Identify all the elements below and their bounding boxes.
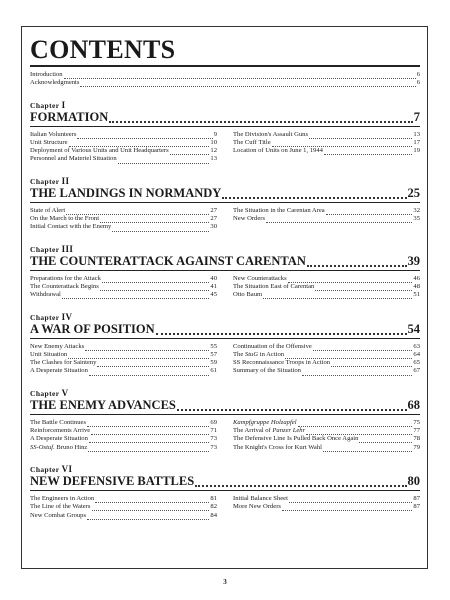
entry-title: Introduction [30, 71, 63, 78]
toc-entry[interactable] [30, 79, 420, 87]
chapter-title[interactable] [30, 254, 420, 271]
entry-title: The Cuff Title [233, 138, 271, 146]
entry-title: State of Alert [30, 206, 66, 214]
toc-entry[interactable] [30, 427, 217, 435]
entry-title: Initial Contact with the Enemy [30, 223, 112, 231]
dot-leader [62, 293, 210, 299]
entry-title: Italian Volunteers [30, 130, 77, 138]
toc-entry[interactable] [30, 291, 217, 299]
entry-title: The Defensive Line Is Pulled Back Once Again [233, 435, 359, 443]
section-columns [30, 495, 420, 520]
chapter-label [30, 101, 420, 110]
toc-entry[interactable] [233, 343, 420, 351]
entry-page: 78 [413, 435, 420, 443]
toc-entry[interactable] [233, 427, 420, 435]
left-column [30, 495, 217, 520]
chapter-section [30, 313, 420, 376]
entry-page: 19 [413, 147, 420, 155]
entry-title: Reinforcements Arrive [30, 427, 91, 435]
section-columns [30, 343, 420, 376]
dot-leader [272, 141, 413, 147]
dot-leader [177, 402, 407, 411]
entry-page: 61 [210, 367, 217, 375]
dot-leader [112, 226, 209, 232]
toc-entry[interactable] [30, 503, 217, 511]
toc-entry[interactable] [30, 343, 217, 351]
entry-page: 9 [213, 130, 217, 138]
entry-title: Acknowledgments [30, 79, 80, 87]
toc-entry[interactable] [30, 444, 217, 452]
toc-entry[interactable] [30, 359, 217, 367]
chapter-word: Chapter [30, 176, 60, 186]
entry-page: 63 [413, 342, 420, 350]
dot-leader [326, 209, 413, 215]
entry-title: New Orders [233, 215, 266, 223]
toc-entry[interactable] [233, 147, 420, 155]
toc-entry[interactable] [30, 351, 217, 359]
entry-title: The Situation in the Carentan Area [233, 206, 325, 214]
dot-leader [359, 437, 412, 443]
entry-page: 10 [210, 138, 217, 146]
dot-leader [324, 149, 412, 155]
entry-title: The StuG in Action [233, 350, 285, 358]
entry-title: Continuation of the Offensive [233, 342, 312, 350]
entry-page: 27 [210, 206, 217, 214]
dot-leader [331, 361, 412, 367]
entry-page: 73 [210, 435, 217, 443]
entry-page: 30 [210, 223, 217, 231]
dot-leader [288, 277, 413, 283]
toc-entry[interactable] [233, 359, 420, 367]
entry-title: Unit Situation [30, 350, 68, 358]
entry-page: 71 [210, 427, 217, 435]
chapter-number: VI [61, 463, 73, 474]
chapter-number: I [61, 99, 66, 110]
dot-leader [313, 345, 413, 351]
toc-entry[interactable] [233, 215, 420, 223]
toc-entry[interactable] [233, 275, 420, 283]
dot-leader [66, 209, 209, 215]
toc-entry[interactable] [233, 131, 420, 139]
entry-page: 82 [210, 503, 217, 511]
entry-page: 69 [210, 418, 217, 426]
dot-leader [64, 73, 416, 79]
dot-leader [97, 361, 209, 367]
entry-title: The Knight's Cross for Kurt Wahl [233, 443, 322, 451]
chapter-page: 25 [407, 185, 420, 200]
entry-page: 79 [413, 443, 420, 451]
entry-page: 6 [416, 71, 420, 78]
chapter-word: Chapter [30, 244, 60, 254]
contents-page [30, 36, 420, 520]
toc-entry[interactable] [30, 419, 217, 427]
right-column [233, 419, 420, 452]
entry-page: 75 [413, 418, 420, 426]
entry-title: The Division's Assault Guns [233, 130, 309, 138]
entry-title: Unit Structure [30, 138, 68, 146]
dot-leader [89, 437, 210, 443]
dot-leader [156, 326, 407, 335]
dot-leader [306, 429, 412, 435]
chapter-number: III [61, 243, 74, 254]
toc-entry[interactable] [233, 503, 420, 511]
chapter-page: 39 [407, 253, 420, 268]
entry-title: The Battle Continues [30, 418, 87, 426]
entry-page: 59 [210, 359, 217, 367]
left-column [30, 343, 217, 376]
toc-entry[interactable] [30, 495, 217, 503]
toc-entry[interactable] [233, 139, 420, 147]
section-columns [30, 207, 420, 232]
chapter-page: 68 [407, 397, 420, 412]
toc-entry[interactable] [233, 495, 420, 503]
section-columns [30, 275, 420, 300]
dot-leader [88, 446, 209, 452]
entry-page: 77 [413, 427, 420, 435]
entry-title: The Engineers in Action [30, 494, 95, 502]
chapter-title-text: FORMATION [30, 109, 109, 124]
entry-title: Kampfgruppe Holzapfel [233, 418, 297, 426]
dot-leader [222, 190, 406, 199]
entry-page: 12 [210, 147, 217, 155]
dot-leader [309, 133, 412, 139]
chapter-number: II [61, 175, 70, 186]
entry-title: The Arrival of Panzer Lehr [233, 427, 306, 435]
chapter-number: V [61, 387, 69, 398]
entry-title: New Combat Groups [30, 511, 87, 519]
front-matter-list [30, 71, 420, 88]
toc-entry[interactable] [30, 71, 420, 79]
toc-entry[interactable] [30, 215, 217, 223]
left-column [30, 275, 217, 300]
entry-title: Withdrawal [30, 291, 61, 299]
dot-leader [307, 258, 407, 267]
dot-leader [289, 497, 412, 503]
chapter-title-text: THE LANDINGS IN NORMANDY [30, 185, 222, 200]
chapter-label [30, 389, 420, 398]
entry-page: 81 [210, 494, 217, 502]
entry-page: 41 [210, 282, 217, 290]
dot-leader [195, 478, 406, 487]
entry-title: SS-Ostuf. Bruno Hinz [30, 443, 88, 451]
chapter-title[interactable] [30, 398, 420, 415]
chapter-title-text: NEW DEFENSIVE BATTLES [30, 473, 195, 488]
toc-entry[interactable] [233, 435, 420, 443]
entry-page: 46 [413, 274, 420, 282]
dot-leader [85, 345, 209, 351]
left-column [30, 207, 217, 232]
dot-leader [80, 81, 415, 87]
entry-title: The Situation East of Carentan [233, 282, 315, 290]
dot-leader [95, 497, 209, 503]
entry-page: 55 [210, 342, 217, 350]
entry-page: 67 [413, 367, 420, 375]
dot-leader [266, 217, 412, 223]
chapter-label [30, 313, 420, 322]
section-columns [30, 131, 420, 164]
toc-entry[interactable] [30, 155, 217, 163]
toc-entry[interactable] [233, 283, 420, 291]
dot-leader [285, 353, 412, 359]
entry-page: 84 [210, 511, 217, 519]
entry-title: More New Orders [233, 503, 281, 511]
entry-title: A Desperate Situation [30, 435, 88, 443]
entry-page: 48 [413, 282, 420, 290]
chapter-title-text: THE ENEMY ADVANCES [30, 397, 176, 412]
chapter-section [30, 177, 420, 232]
entry-title: The Line of the Waters [30, 503, 91, 511]
toc-entry[interactable] [30, 367, 217, 375]
entry-title: New Counterattacks [233, 274, 287, 282]
toc-entry[interactable] [233, 419, 420, 427]
entry-title: Personnel and Materiel Situation [30, 155, 117, 163]
dot-leader [69, 141, 210, 147]
right-column [233, 207, 420, 232]
entry-title: SS Reconnaissance Troops in Action [233, 359, 331, 367]
chapter-label [30, 465, 420, 474]
entry-page: 32 [413, 206, 420, 214]
page-number: 3 [223, 578, 227, 586]
toc-entry[interactable] [233, 291, 420, 299]
entry-title: Deployment of Various Units and Unit Headquarters [30, 147, 169, 155]
dot-leader [170, 149, 210, 155]
chapter-word: Chapter [30, 388, 60, 398]
entry-title: A Desperate Situation [30, 367, 88, 375]
entry-page: 13 [413, 130, 420, 138]
chapter-page: 7 [413, 109, 420, 124]
dot-leader [100, 217, 209, 223]
chapter-section [30, 389, 420, 452]
chapter-page: 80 [407, 473, 420, 488]
dot-leader [282, 505, 412, 511]
entry-page: 65 [413, 359, 420, 367]
chapter-word: Chapter [30, 312, 60, 322]
chapter-section [30, 101, 420, 164]
entry-page: 64 [413, 350, 420, 358]
dot-leader [302, 370, 412, 376]
toc-entry[interactable] [30, 131, 217, 139]
chapter-title[interactable] [30, 110, 420, 127]
toc-entry[interactable] [30, 512, 217, 520]
entry-page: 87 [413, 494, 420, 502]
toc-entry[interactable] [30, 223, 217, 231]
entry-title: New Enemy Attacks [30, 342, 85, 350]
entry-title: The Clashes for Sainteny [30, 359, 97, 367]
dot-leader [323, 446, 412, 452]
dot-leader [118, 158, 210, 164]
toc-entry[interactable] [233, 367, 420, 375]
entry-page: 57 [210, 350, 217, 358]
dot-leader [102, 277, 210, 283]
dot-leader [298, 421, 413, 427]
right-column [233, 275, 420, 300]
toc-entry[interactable] [30, 147, 217, 155]
toc-entry[interactable] [30, 275, 217, 283]
chapter-number: IV [61, 311, 73, 322]
toc-entry[interactable] [233, 444, 420, 452]
entry-page: 27 [210, 215, 217, 223]
dot-leader [77, 133, 212, 139]
dot-leader [109, 114, 413, 123]
chapter-section [30, 465, 420, 520]
entry-title: Initial Balance Sheet [233, 494, 288, 502]
toc-entry[interactable] [30, 283, 217, 291]
toc-entry[interactable] [233, 351, 420, 359]
entry-page: 87 [413, 503, 420, 511]
dot-leader [92, 505, 210, 511]
toc-entry[interactable] [30, 435, 217, 443]
entry-page: 17 [413, 138, 420, 146]
chapter-page: 54 [407, 321, 420, 336]
chapter-title[interactable] [30, 186, 420, 203]
right-column [233, 343, 420, 376]
toc-entry[interactable] [30, 139, 217, 147]
entry-title: On the March to the Front [30, 215, 100, 223]
chapter-word: Chapter [30, 100, 60, 110]
left-column [30, 419, 217, 452]
dot-leader [263, 293, 412, 299]
dot-leader [315, 285, 412, 291]
dot-leader [91, 429, 209, 435]
chapter-label [30, 245, 420, 254]
entry-page: 51 [413, 291, 420, 299]
dot-leader [89, 370, 210, 376]
entry-title: Otto Baum [233, 291, 263, 299]
chapter-word: Chapter [30, 464, 60, 474]
chapter-title-text: A WAR OF POSITION [30, 321, 155, 336]
dot-leader [68, 353, 209, 359]
entry-title: Preparations for the Attack [30, 274, 101, 282]
toc-entry[interactable] [233, 207, 420, 215]
chapter-title-text: THE COUNTERATTACK AGAINST CARENTAN [30, 253, 306, 268]
chapter-list [30, 101, 420, 520]
right-column [233, 495, 420, 520]
entry-page: 45 [210, 291, 217, 299]
right-column [233, 131, 420, 164]
dot-leader [87, 514, 209, 520]
toc-entry[interactable] [30, 207, 217, 215]
chapter-title[interactable] [30, 322, 420, 339]
entry-title: The Counterattack Begins [30, 282, 99, 290]
chapter-label [30, 177, 420, 186]
entry-page: 13 [210, 155, 217, 163]
entry-title: Location of Units on June 1, 1944 [233, 147, 323, 155]
left-column [30, 131, 217, 164]
section-columns [30, 419, 420, 452]
entry-page: 40 [210, 274, 217, 282]
entry-page: 73 [210, 443, 217, 451]
dot-leader [87, 421, 209, 427]
entry-page: 35 [413, 215, 420, 223]
entry-page: 6 [416, 79, 420, 87]
page-title: CONTENTS [30, 36, 420, 67]
chapter-section [30, 245, 420, 300]
dot-leader [100, 285, 210, 291]
entry-title: Summary of the Situation [233, 367, 301, 375]
chapter-title[interactable] [30, 474, 420, 491]
